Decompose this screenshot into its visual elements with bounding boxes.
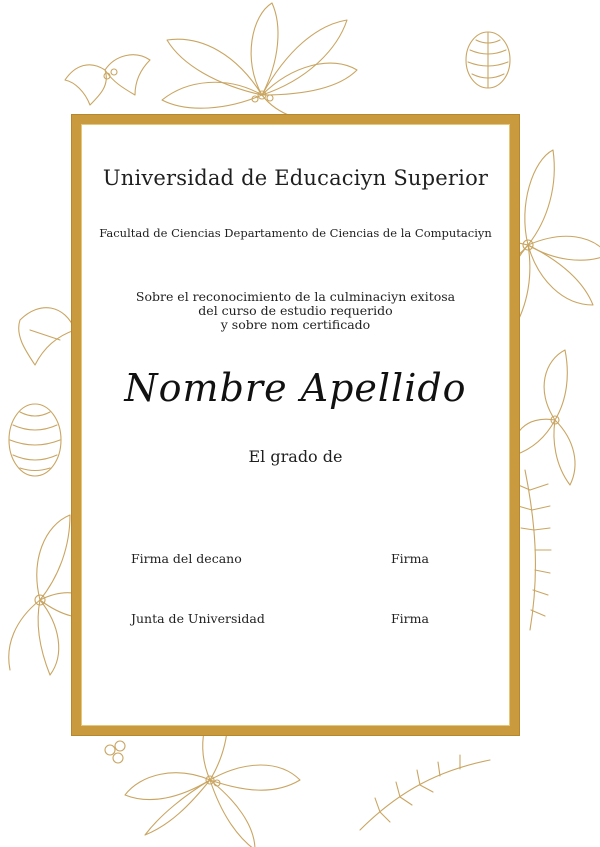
board-signature-field: Firma	[391, 611, 429, 626]
faculty-subtitle: Facultad de Ciencias Departamento de Ciencias de la Computaciyn	[99, 226, 492, 240]
certificate-frame	[72, 115, 519, 735]
degree-label: El grado de	[248, 447, 343, 466]
holly-berries-icon	[105, 741, 125, 763]
dean-signature-field: Firma	[391, 551, 429, 566]
holly-leaf-icon	[19, 308, 75, 365]
recognition-text	[81, 290, 510, 332]
pine-cone-icon	[9, 404, 61, 476]
pine-branch-icon	[360, 755, 490, 830]
recognition-line: del curso de estudio requerido	[198, 303, 393, 318]
pine-cone-icon	[466, 32, 510, 88]
poinsettia-flower-icon	[162, 3, 357, 121]
recognition-line: Sobre el reconocimiento de la culminaciyn exitosa	[135, 289, 456, 304]
recognition-line: y sobre nom certificado	[220, 317, 371, 332]
holly-leaf-icon	[65, 55, 150, 105]
pine-branch-icon	[516, 470, 551, 630]
board-signature-label: Junta de Universidad	[131, 611, 265, 626]
dean-signature-label: Firma del decano	[131, 551, 242, 566]
recipient-name: Nombre Apellido	[124, 366, 467, 410]
poinsettia-flower-icon	[514, 350, 575, 485]
university-title: Universidad de Educaciyn Superior	[102, 166, 489, 190]
